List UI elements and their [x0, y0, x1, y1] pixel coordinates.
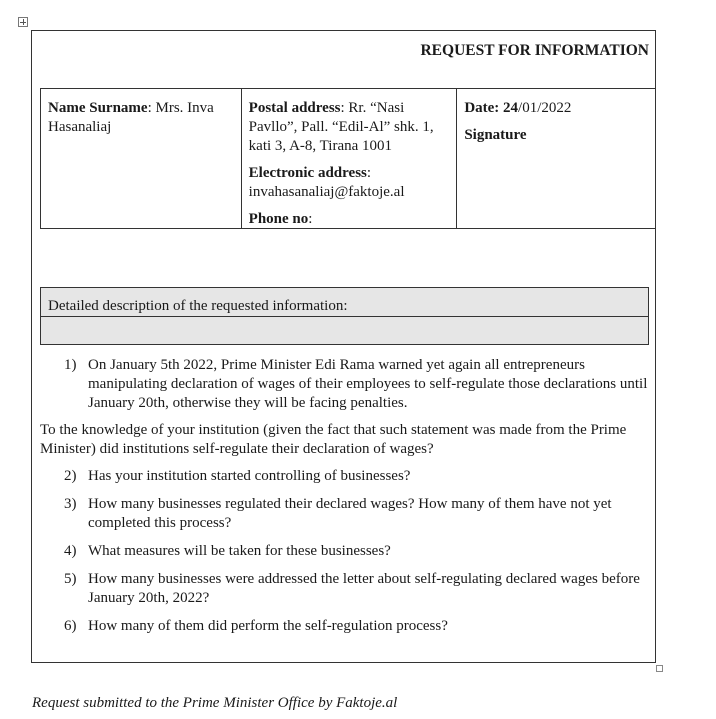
phone-value: :: [308, 211, 313, 227]
list-item: [64, 495, 652, 533]
postal-address-label: Postal address: [248, 100, 341, 116]
list-text: On January 5th 2022, Prime Minister Edi Rama warned yet again all entrepreneurs manipulating declaration of wages of their employees to self-regulate those declarations until January 20th, otherwise they will be facing penalties.: [88, 357, 648, 411]
list-item: [64, 356, 652, 413]
list-text: Has your institution started controlling of businesses?: [88, 468, 411, 484]
description-label: Detailed description of the requested information:: [48, 298, 348, 314]
list-item: [64, 570, 652, 608]
list-number: 1): [64, 357, 77, 373]
electronic-address-value: : invahasanaliaj@faktoje.al: [248, 165, 405, 200]
list-text: What measures will be taken for these businesses?: [88, 543, 391, 559]
request-form-table: [31, 30, 656, 663]
list-number: 4): [64, 543, 77, 559]
name-value: : Mrs. Inva Hasanaliaj: [48, 100, 214, 135]
table-move-handle-icon[interactable]: [18, 17, 28, 27]
list-item: [64, 542, 652, 561]
document-title: REQUEST FOR INFORMATION: [420, 42, 649, 59]
postal-address: [249, 99, 450, 156]
name-cell: [41, 89, 242, 228]
electronic-address: [249, 164, 450, 202]
list-text: How many businesses were addressed the letter about self-regulating declared wages before January 20th, 2022?: [88, 571, 640, 606]
applicant-info-table: [40, 88, 656, 229]
table-resize-handle-icon[interactable]: [656, 665, 663, 672]
list-number: 2): [64, 468, 77, 484]
phone-number: [249, 210, 450, 229]
list-number: 3): [64, 496, 77, 512]
date-value: /01/2022: [518, 100, 572, 116]
signature-label: Signature: [464, 127, 527, 143]
list-text: How many businesses regulated their declared wages? How many of them have not yet completed this process?: [88, 496, 612, 531]
address-cell: [242, 89, 458, 228]
postal-address-value: : Rr. “Nasi Pavllo”, Pall. “Edil-Al” shk. 1, kati 3, A-8, Tirana 1001: [248, 100, 434, 154]
date-label: Date: 24: [464, 100, 519, 116]
caption: Request submitted to the Prime Minister Office by Faktoje.al: [32, 695, 398, 711]
list-text: How many of them did perform the self-regulation process?: [88, 618, 448, 634]
description-divider: [41, 316, 648, 317]
phone-label: Phone no: [248, 211, 309, 227]
list-item: [64, 617, 652, 636]
context-paragraph: To the knowledge of your institution (given the fact that such statement was made from the Prime Minister) did institutions self-regulate their declaration of wages?: [40, 422, 627, 457]
date-signature-cell: [457, 89, 656, 228]
list-number: 6): [64, 618, 77, 634]
list-number: 5): [64, 571, 77, 587]
description-box: [40, 287, 649, 345]
name-label: Name Surname: [48, 100, 148, 116]
date: [464, 99, 648, 118]
electronic-address-label: Electronic address: [248, 165, 367, 181]
list-item: [64, 467, 652, 486]
request-body: [40, 356, 652, 636]
